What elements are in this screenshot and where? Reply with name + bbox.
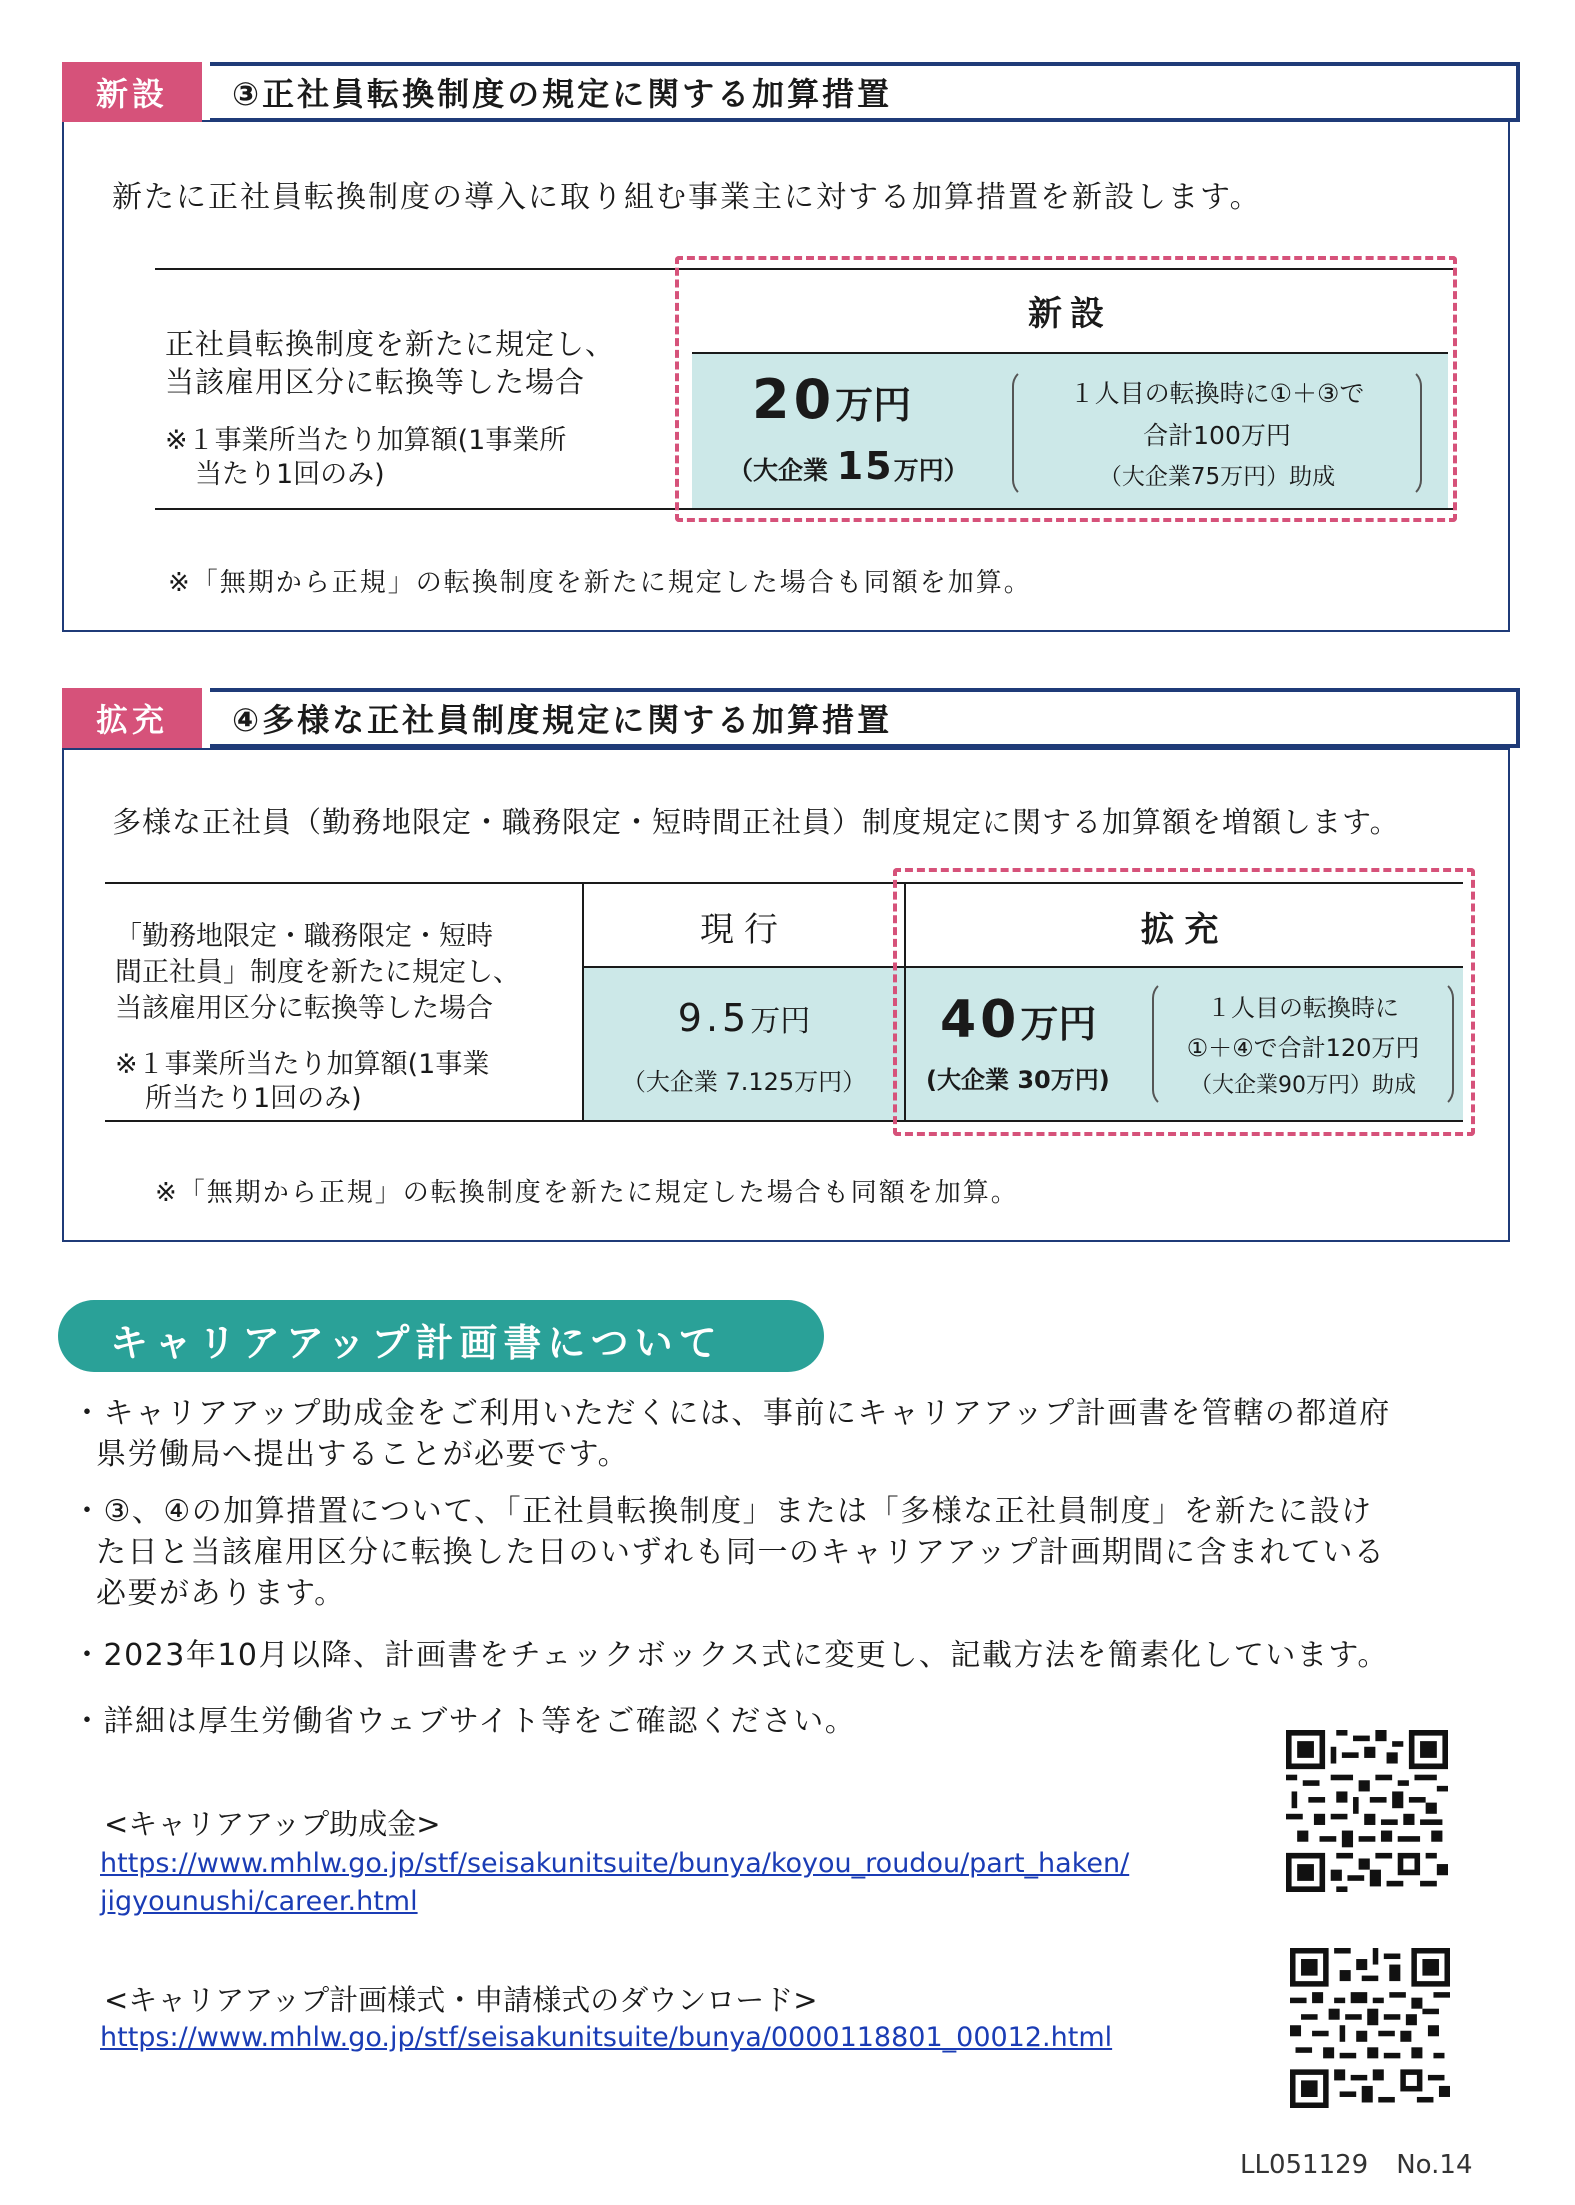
section4-amount-num: 40 — [940, 990, 1021, 1050]
section3-note-line2: 当たり1回のみ) — [195, 459, 385, 490]
section4-current-cell — [584, 968, 904, 1120]
link2-label: <キャリアアップ計画様式・申請様式のダウンロード> — [104, 1983, 818, 2017]
section3-side-line3: （大企業75万円）助成 — [1098, 464, 1336, 490]
section4-header-expanded: 拡充 — [1140, 910, 1229, 950]
section4-side-line2: ①＋④で合計120万円 — [1186, 1034, 1420, 1062]
section4-left-line3: 当該雇用区分に転換等した場合 — [115, 993, 493, 1024]
section4-footnote: ※「無期から正規」の転換制度を新たに規定した場合も同額を加算。 — [155, 1178, 1019, 1208]
section4-header-current: 現行 — [700, 910, 788, 950]
section3-side-line1: １人目の転換時に①＋③で — [1069, 379, 1365, 408]
section4-left-line1: 「勤務地限定・職務限定・短時 — [115, 921, 493, 952]
qr-code-career-subsidy — [1286, 1730, 1448, 1892]
qr-code-download-forms — [1290, 1948, 1450, 2108]
career-bullet4: ・詳細は厚生労働省ウェブサイト等をご確認ください。 — [72, 1704, 857, 1739]
section3-side-line2: 合計100万円 — [1143, 421, 1291, 450]
section4-note-line2: 所当たり1回のみ) — [145, 1083, 362, 1114]
career-bullet1-line1: ・キャリアアップ助成金をご利用いただくには、事前にキャリアアップ計画書を管轄の都道府 — [72, 1396, 1391, 1431]
career-bullet1-line2: 県労働局へ提出することが必要です。 — [96, 1437, 630, 1472]
section4-large: (大企業 30万円) — [926, 1066, 1110, 1094]
footer-code-text: LL051129 — [1240, 2150, 1369, 2180]
section4-intro: 多様な正社員（勤務地限定・職務限定・短時間正社員）制度規定に関する加算額を増額します。 — [112, 805, 1400, 839]
career-bullet2-line3: 必要があります。 — [96, 1576, 346, 1611]
section3-header: 新設 — [1028, 294, 1112, 334]
career-bullet3: ・2023年10月以降、計画書をチェックボックス式に変更し、記載方法を簡素化しています。 — [72, 1638, 1389, 1673]
section3-title: ③正社員転換制度の規定に関する加算措置 — [210, 62, 1520, 122]
section4-left-line2: 間正社員」制度を新たに規定し、 — [115, 957, 520, 988]
career-bullet2-line1: ・③、④の加算措置について、「正社員転換制度」または「多様な正社員制度」を新たに設け — [72, 1494, 1373, 1529]
section4-title: ④多様な正社員制度規定に関する加算措置 — [210, 688, 1520, 748]
section3-intro: 新たに正社員転換制度の導入に取り組む事業主に対する加算措置を新設します。 — [112, 180, 1262, 215]
section3-note-line1: ※１事業所当たり加算額(1事業所 — [165, 425, 567, 456]
section4-current-large: （大企業 7.125万円） — [621, 1068, 867, 1096]
section4-side-line3: （大企業90万円）助成 — [1190, 1073, 1416, 1098]
section4-tag: 拡充 — [62, 688, 202, 748]
section4-amount-unit: 万円 — [1020, 1002, 1097, 1046]
link1-url-line1[interactable]: https://www.mhlw.go.jp/stf/seisakunitsuite/bunya/koyou_roudou/part_haken/ — [100, 1848, 1130, 1879]
section3-large-suffix: 万円） — [893, 456, 969, 485]
link1-label: <キャリアアップ助成金> — [104, 1807, 441, 1841]
career-bullet2-line2: た日と当該雇用区分に転換した日のいずれも同一のキャリアアップ計画期間に含まれている — [96, 1535, 1386, 1570]
section3-left-line1: 正社員転換制度を新たに規定し、 — [165, 327, 616, 361]
section3-footnote: ※「無期から正規」の転換制度を新たに規定した場合も同額を加算。 — [168, 568, 1032, 598]
section4-current-unit: 万円 — [750, 1004, 811, 1039]
section4-side-line1: １人目の転換時に — [1207, 994, 1399, 1022]
section3-amount-num: 20 — [752, 368, 836, 431]
link2-url[interactable]: https://www.mhlw.go.jp/stf/seisakunitsuite/bunya/0000118801_00012.html — [100, 2022, 1113, 2053]
career-heading: キャリアアップ計画書について — [110, 1321, 723, 1365]
section3-left-line2: 当該雇用区分に転換等した場合 — [165, 365, 586, 399]
section4-current-amount — [584, 996, 904, 1040]
section4-current-num: 9.5 — [677, 996, 751, 1040]
footer-page-number: No.14 — [1396, 2150, 1473, 2180]
link1-url-line2[interactable]: jigyounushi/career.html — [100, 1886, 418, 1917]
section3-large-prefix: （大企業 — [728, 456, 837, 485]
footer-code — [1240, 2150, 1472, 2180]
section3-tag: 新設 — [62, 62, 202, 122]
section3-large-num: 15 — [836, 444, 894, 488]
section4-highlight-frame — [893, 868, 1475, 1136]
section3-highlight-frame — [675, 256, 1457, 522]
section3-amount-unit: 万円 — [835, 383, 912, 427]
section4-note-line1: ※１事業所当たり加算額(1事業 — [115, 1049, 490, 1080]
